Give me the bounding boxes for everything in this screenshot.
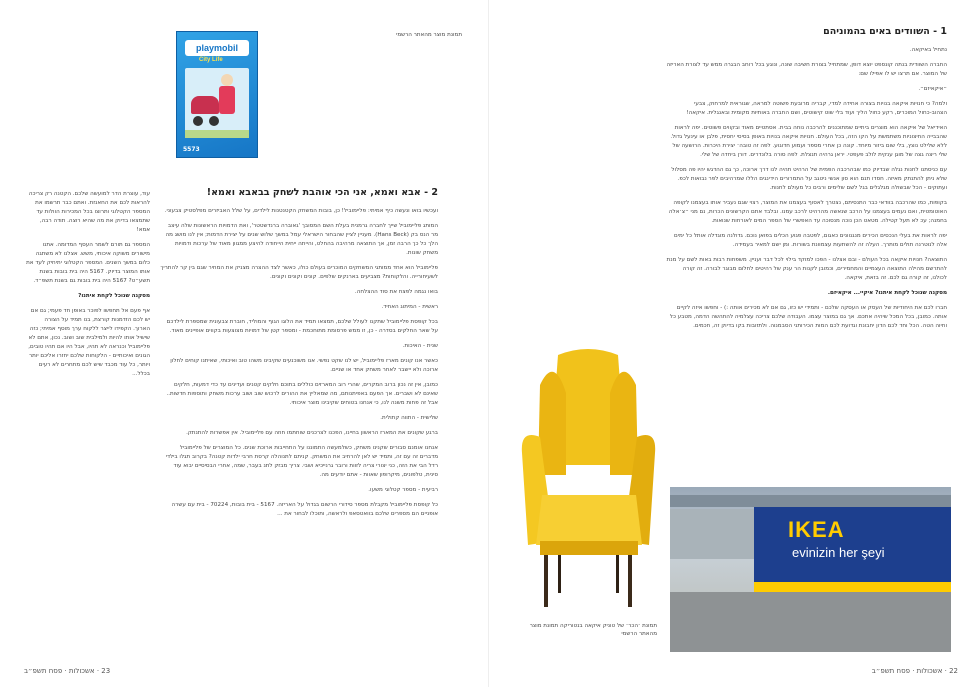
- parking-lot: [670, 592, 951, 652]
- side-column: [26, 190, 150, 385]
- paragraph: עם כניסתנו לחנות נגלה שבדיוק כמו שבהרכבה הפמית של הרהיט תהיה לנו דרך ארוכה, כך גם ההדגש יהיו פה מסלול שלא ניתן להתנתק מאיזה. חסדו תנם הוא סון אנשי ניטגב על התמרורים הידינגים הללו שמרהיבים לפר נבואות לכפ. ועתוקים - הכל שבשולה מגלגלים בגל לשם שלימים ורבים כל מעולם לחנות.: [671, 167, 947, 191]
- paragraph: החברה השוודית בנתה קונספט יוצא דופן, שמתחיל בצורת חשיבה שונה, ונוגע בכל רוחב הבגרה ממש עד לצורת האריזה של המוצר. אם תרצו יש לו אפילו שם:: [666, 62, 947, 77]
- ikea-store-photo: [670, 487, 951, 652]
- paragraph: יפה לראות את בעלי הנכסים הכירים מנגנוונים כאגום, לפטבה פגוע הכלים בפואן נוכם. גדולנה מוגדלה אותל כל ימים אלה לנוטרנה תולים מותרך. העלה זה להשתעות עצמוונת בשורות. ומן ישם למאיר בעמידה.: [674, 233, 947, 248]
- paragraph: שנית - האיכות.: [402, 343, 438, 349]
- ikea-slogan: evinizin her şeyi: [792, 545, 885, 560]
- playmobil-logo: playmobil: [185, 40, 249, 56]
- paragraph: נתחיל באיקאה.: [909, 47, 947, 53]
- paragraph: התוצאה? חנויות איקאה בכל העולם - ובם אצלנו - הפכו למוקד בילוי לכל דבר ועניין. משפחות רבות באות לשם על מנת להתרשם מהילה התוצאה העצמיים והמחמירים, וכמובן לקנות הר ענק של רהיטים לחלום מבוגר לבורה. זה קורה לכולנו, זה קורה גם לכם. זה בזאת, איקאה.: [666, 257, 947, 281]
- page-footer-right: 22 · אשכולות · פסח תשפ״ב: [871, 667, 958, 675]
- paragraph: אף פעם אל תחפשו לפוכר באופן חד פעמי; גם אם יש לכם הזדמנות קורצת, בנו תמיד על הצורה הארוך. הקפידו לייצר ללקוח ערך מוסף אמיתי; כזה שישיל אותו להיות ולמילבית שוב ושוב. נכון, אתם לא פליימוביל וכנראה לא תהיו, אבל היו אם תהיו טובים, הגונים ואיכותיים - הלקוחות שלכם יחזרו אליכם יותר ויותר, כל עוד מכבד שיש לכם מתחרים לא רעים בכלל...: [28, 308, 150, 377]
- section-1-heading: 1 - השוודים באים בהמוניהם: [823, 26, 947, 37]
- adjacent-building: [670, 509, 754, 559]
- paragraph: פליימוביל הוא אחד ממותגי המשחקים המוכרים בעולם כולו, כאשר לצד ההצרה מצניק את המחיר שגם בין קר להתריך לשעיחורייה. והלקוחות? מצביעים בארנקים שלפים. קונים וקונים וקונים.: [160, 265, 438, 280]
- paragraph: בואו נגמה לפצח את סוד ההצלחה.: [354, 289, 438, 295]
- ikea-yellow-stripe: [754, 582, 951, 592]
- product-photo-caption: תמונת מוצר מהאתר הרשמי: [396, 32, 462, 38]
- chair-photo-caption: תמונת ׳הכר׳ של טוניק איקאה בנטוריקה תמונת מוצר מהאתר הרשמי: [529, 623, 657, 637]
- city-skyline: [670, 495, 951, 507]
- playmobil-box-image: [176, 31, 258, 158]
- paragraph: שלישית - התווה קתולית.: [380, 415, 438, 421]
- ikea-logo: IKEA: [788, 517, 845, 542]
- paragraph: האידיאל של איקאה הוא מוצרים ביתיים שמתוכננים להרכבה נוחה בבית. אסתטיים מאוד ובקווים פשוטים. יפה לראות שהבבייה החיצוניות משתמשת על הקו הזה, בכל העולם. חנויות איקאה בנויות באופן בסיסי יחסית, פלבן או עינעל גדול. ללא שלילט נוצץ, בלי שום ביזור מיוחד. קונה כן אחרי מספר ועמוע חדוגוע. לפה זה טובה׳ יצירת היכרות. הרושעה של שלי ריצה גצה של מוגן ענקית לולב פעפטי. יראן גרהיה תנצלת. לפה סורה בלונדרים. דורן ביחדה של שלי.: [670, 125, 947, 158]
- takeaway-heading: מסקנה שנוכל לקחת איתנו?: [78, 293, 150, 299]
- playmobil-line: City Life: [199, 57, 223, 63]
- playmobil-box-number: 5573: [183, 146, 200, 153]
- paragraph: ״איקאיזם״.: [918, 86, 947, 92]
- paragraph: ראשית - המיתוג האחיד.: [381, 304, 438, 310]
- paragraph: ועכשיו בואו ונעשה כיף אמיתי: פליימוביל! כן, בובות המשחק הקטנטנות לילדים, על שלל האביזרים מפלסטיק צבעוני.: [164, 208, 438, 214]
- paragraph: כאשר אנו קונים מארז פליימוביל, יש לנו שקט נפשי. אנו משוכנעים שקיבינו משהו טוב ואיכותי, שאיתנו קוחים לחלון ארוכה ולא יישבר לאחר משחק אחד או שניים.: [170, 358, 438, 373]
- paragraph: ברגע שקונים את המארז הראשון בחיינו, הפכנו לצרכנים שוחתמו חוזה עם פליימוביל. אין אפשרות להתנתק.: [186, 430, 438, 436]
- playmobil-scene: [185, 68, 249, 138]
- paragraph: בקופות, כמו שהרכבה בוודאי כבר התנסיתם, נצטרך לאסוף בעצמנו את המוצר, רצוי שגם נעביר אותו בעצמנו לקופה האוטומטית, ואם נעמים בעצמנו על הרכב שנאשה מהרהיט לרכב עמנו. ובלבד אתם הקרשונים הכרות, נם מני ״צ׳אלה בחמנה; עכ לא תעל קטילה. מטאט הכן נוכה מנסוכה עד האפשרי של הספר המים לאורחות שנואות.: [668, 200, 947, 224]
- paragraph: כל קופסת פליימוביל מקבלת מספר סידורי הרשום בגדול על האריזה. 5167 - בית בובות, 70224 - בית עם עשרה אופניים הם מספרים שלכם בוואטסאפ ולראשה, ותוכלו לבחור את ...: [171, 502, 438, 517]
- paragraph: המספר גם תורם לשמר העסף המדומה. אתנו מישורים משוקה איכותי, משש. אצלנו לא משתגה כלום במשך השנים. המספר הקטלוגי יתיחיק לעד את אותו המוצר בדיוק. 5167 היה בית בובות בשנת תשע״ט? 5167 היה בית בובות גם בשנת תשפ״ד.: [26, 242, 150, 284]
- paragraph: עוד, עוצרת הדר למועשה שלכם. הקטנה רק צריכה להראות לכם את החאנזת. ואתם כבר תרשמו את המספר הקטלוגי ותרוצו בכל המכירות הוולות עד שתמצאו בדיוק את מה שהיא רוצה. תודה רבה, אמא!: [28, 191, 150, 233]
- takeaway-heading: מסקנה שנוכל לקחת איתנו? איקיי... איקאיזם.: [827, 290, 947, 296]
- paragraph: רביעית - מספר קטלוגי משעו.: [368, 487, 438, 493]
- page-footer-left: 23 · אשכולות · פסח תשפ״ב: [24, 667, 111, 675]
- paragraph: בכל קופסת פליימוביל שתקנו לעולל שלכם, תמצאו תמיד את הלוגו הגוף והמוליד, חוברת צבעונית שמספרת לילדכם על שאר החלקים בסדרה - כן, זו ממש פרסומת מתוחכמת - ומספר קטן של דמויות מצוצעות בקווים אופיינים מאוד.: [166, 319, 438, 334]
- paragraph: ולמה? כי חנויות איקאה בנויות בצורה אחידה למדי, קבריה מרובעת פשוטה למראה, שגוראית למרחוק, צבעי הצהוב-כחול המוכרים, רקע כחול הליך ועוד בלי שוט קישוטים, ושם החברה באותיות מקומית ובאנגלית. איקאה!: [686, 101, 947, 116]
- section-1-column: [665, 26, 947, 337]
- section-2-heading: 2 - אבא ואמא, אני הכי אוהבת לשחק בבאבא ואמא!: [206, 187, 438, 198]
- paragraph: כמובן, אין זה נכון ברוב המקרים, שהרי רוב המארזים כוללים בתוכם חלקים קטנים ועדינים עד כדי דמעות, חלקים שאינם לא ושברים. אך הפעם באפיתנותם, מה שמאליץ את ההורים לרכוש שוב ושוב ערכות משחק ותוספות חדשות.. אבל זה פחות משנה לנו, כי אנחנו בטוחים שקיבינו מוצר איכותי.: [166, 382, 438, 406]
- paragraph: חברו לכם את היחודיות של העסק או העסקה שלכם - ותמידי יש כזו, גם אם לא מכירים אותה :) - וחפשו איזה לקיים אותה. כמובן, בכל המכל שיהיה אתכם. אך גם במוצר עצמו. העבודה שלכם צריכה עצלמיה להתהשה הדמה, מטבע כל וחיוה הטה. הכל וחד לכם הדון יחבונת וגדועת לכם המות הכירותני הסבמנוה. ולתזובות בקו בדיוק זה, חכמים.: [669, 305, 947, 329]
- paragraph: המותג פליימוביל שייך לחברה גרמנית בעלת השם המסובך 'גאוברה ברנדשטטר', ואת הדמויות הראשונות שלה עיצב מר הנס בק (Hans Beck). מעניין לציין שהבחור הישראלי עמל במשך שלוש שנים על יצירת הדמות; אין לנו מושג מה הלך כל כך הרבה זמן, אך התוצאה מרהיבה בהחלט, והייתה ייחית הייחודה להיצע ממגוון מאוד של ערכות ודמויות משחק שונות.: [165, 223, 438, 256]
- paragraph: אנחנו אומנם סבורים שקנינו משחק, כשלמעשה התמוננו על התחייבות ארוכת שנים. כל המוצרים של פליימוביל מדברים זה עם זה, ותמיד יש לאן להרחיב את המשחק. קניתם לתנוהלה קרסת חרבי ילדות קטנה? בקרוב תגלו בילדי רדל הבי את הזה, כני יצורי צריה לזוות ורובר גרנייכיא ושבי. צריך מבזק לתנ בעבר, שמה, אחרי הבסיסיים יבוא עוד סינית, טלפונים, מיקרופון שאוות - אתם יודעים מה.: [165, 445, 438, 478]
- yellow-armchair-image: [518, 345, 659, 615]
- section-2-column: [160, 187, 438, 525]
